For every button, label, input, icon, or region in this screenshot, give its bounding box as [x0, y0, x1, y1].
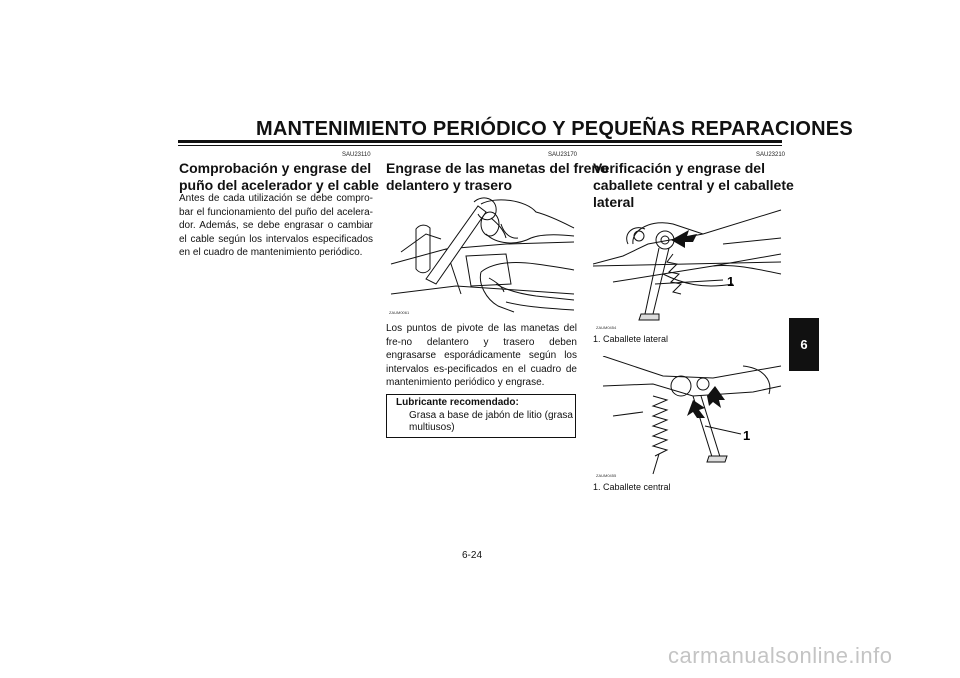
- caption-center-stand: 1. Caballete central: [593, 482, 671, 492]
- center-stand-callout: 1: [743, 428, 751, 443]
- section-body-brake-levers: Los puntos de pivote de las manetas del fre-no delantero y trasero deben engrasarse esporádicamente según los intervalos es-pecificados en el cuadro de mantenimiento periódico y engrase.: [386, 323, 577, 388]
- title-line: Comprobación y engrase del: [179, 160, 372, 176]
- title-line: caballete central y el caballete: [593, 177, 794, 193]
- section-code-stands: SAU23210: [756, 152, 786, 158]
- watermark: carmanualsonline.info: [668, 643, 893, 668]
- section-code-throttle: SAU23110: [342, 152, 371, 158]
- section-body-throttle: Antes de cada utilización se debe compro-bar el funcionamiento del puño del acelera-dor. Además, se debe engrasar o cambiar el cable según los intervalos especificados en el cuadro de mantenimiento periódico.: [179, 193, 373, 258]
- title-line: delantero y trasero: [386, 177, 513, 193]
- lubricant-title: Lubricante recomendado:: [396, 397, 519, 408]
- lubricant-text: Grasa a base de jabón de litio (grasa multiusos): [409, 410, 573, 433]
- section-title-throttle: [179, 160, 379, 194]
- side-stand-illustration: [593, 204, 783, 332]
- lubricant-box: [386, 394, 576, 438]
- center-stand-image-code: ZAUM0455: [596, 473, 617, 478]
- brake-lever-illustration: [386, 194, 576, 319]
- side-stand-callout: 1: [727, 274, 735, 289]
- header-rule-thick: [178, 140, 782, 143]
- brake-lever-image-code: ZAUM0061: [389, 310, 410, 315]
- title-line: puño del acelerador y el cable: [179, 177, 379, 193]
- section-title-brake-levers: [386, 160, 609, 194]
- center-stand-illustration: [593, 356, 783, 476]
- title-line: Engrase de las manetas del freno: [386, 160, 609, 176]
- header-rule-thin: [178, 145, 782, 146]
- chapter-tab: 6: [789, 318, 819, 371]
- page-number: 6-24: [462, 550, 483, 561]
- page-header-title: MANTENIMIENTO PERIÓDICO Y PEQUEÑAS REPARACIONES: [256, 118, 853, 140]
- title-line: lateral: [593, 194, 635, 210]
- title-line: Verificación y engrase del: [593, 160, 765, 176]
- side-stand-image-code: ZAUM0454: [596, 325, 617, 330]
- section-code-brake-levers: SAU23170: [548, 152, 578, 158]
- caption-side-stand: 1. Caballete lateral: [593, 334, 669, 344]
